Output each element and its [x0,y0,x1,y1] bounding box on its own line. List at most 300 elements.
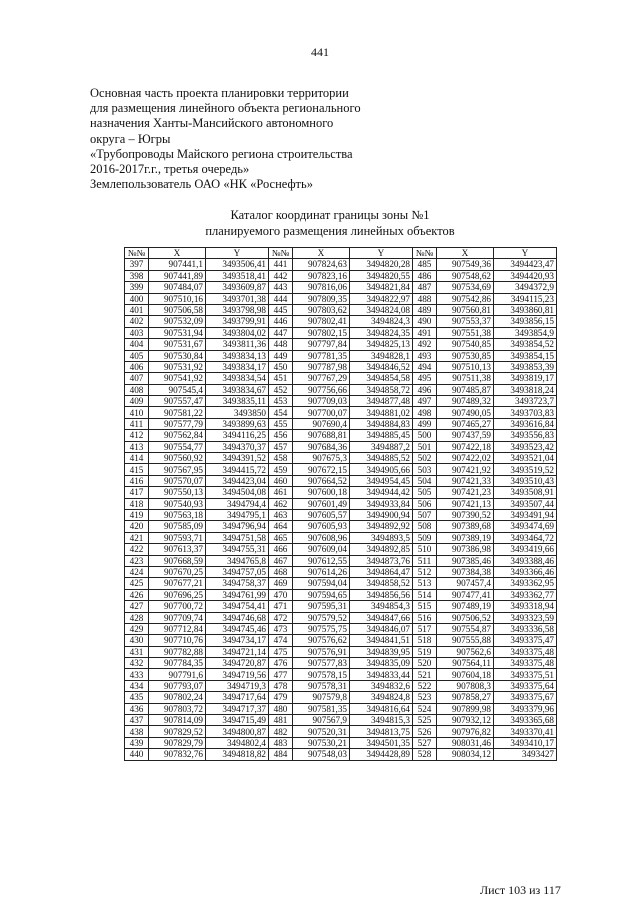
point-number-cell: 509 [413,532,437,543]
y-coordinate-cell: 3493856,15 [494,316,557,327]
y-coordinate-cell: 3494933,84 [350,498,413,509]
x-coordinate-cell: 907540,93 [149,498,206,509]
x-coordinate-cell: 907581,22 [149,407,206,418]
point-number-cell: 446 [269,316,293,327]
x-coordinate-cell: 907793,07 [149,680,206,691]
x-coordinate-cell: 907784,35 [149,658,206,669]
point-number-cell: 464 [269,521,293,532]
point-number-cell: 438 [125,726,149,737]
x-coordinate-cell: 907531,94 [149,327,206,338]
y-coordinate-cell: 3494846,52 [350,361,413,372]
table-row [125,282,557,293]
table-row [125,703,557,714]
point-number-cell: 520 [413,658,437,669]
x-coordinate-cell: 907824,63 [293,259,350,270]
y-coordinate-cell: 3493370,41 [494,726,557,737]
x-coordinate-cell: 907797,84 [293,339,350,350]
table-row [125,384,557,395]
y-coordinate-cell: 3493375,47 [494,635,557,646]
y-coordinate-cell: 3494887,2 [350,441,413,452]
y-coordinate-cell: 3494751,58 [206,532,269,543]
x-coordinate-cell: 907489,32 [437,396,494,407]
point-number-cell: 450 [269,361,293,372]
x-coordinate-cell: 907594,65 [293,589,350,600]
table-row [125,327,557,338]
point-number-cell: 436 [125,703,149,714]
y-coordinate-cell: 3494854,58 [350,373,413,384]
x-coordinate-cell: 907489,19 [437,601,494,612]
point-number-cell: 488 [413,293,437,304]
x-coordinate-cell: 907564,11 [437,658,494,669]
x-coordinate-cell: 907577,79 [149,418,206,429]
x-coordinate-cell: 907585,09 [149,521,206,532]
y-coordinate-cell: 3493556,83 [494,430,557,441]
point-number-cell: 496 [413,384,437,395]
y-coordinate-cell: 3494822,97 [350,293,413,304]
point-number-cell: 421 [125,532,149,543]
x-coordinate-cell: 907803,62 [293,304,350,315]
x-coordinate-cell: 907670,25 [149,566,206,577]
x-coordinate-cell: 907562,84 [149,430,206,441]
y-coordinate-cell: 3493723,7 [494,396,557,407]
x-coordinate-cell: 907534,69 [437,282,494,293]
y-coordinate-cell: 3493835,11 [206,396,269,407]
x-coordinate-cell: 907554,77 [149,441,206,452]
x-coordinate-cell: 907557,47 [149,396,206,407]
x-coordinate-cell: 907384,38 [437,566,494,577]
y-coordinate-cell: 3494900,94 [350,509,413,520]
x-coordinate-cell: 907595,31 [293,601,350,612]
y-coordinate-cell: 3493427 [494,749,557,760]
x-coordinate-cell: 907829,52 [149,726,206,737]
point-number-cell: 481 [269,715,293,726]
y-coordinate-cell: 3494884,83 [350,418,413,429]
point-number-cell: 458 [269,453,293,464]
point-number-cell: 528 [413,749,437,760]
y-coordinate-cell: 3494825,13 [350,339,413,350]
x-coordinate-cell: 907593,71 [149,532,206,543]
y-coordinate-cell: 3493464,72 [494,532,557,543]
point-number-cell: 431 [125,646,149,657]
table-row [125,589,557,600]
point-number-cell: 493 [413,350,437,361]
x-coordinate-cell: 908031,46 [437,737,494,748]
column-header-y: Y [206,248,269,259]
point-number-cell: 433 [125,669,149,680]
x-coordinate-cell: 907803,72 [149,703,206,714]
point-number-cell: 477 [269,669,293,680]
x-coordinate-cell: 907540,85 [437,339,494,350]
x-coordinate-cell: 907421,23 [437,487,494,498]
point-number-cell: 410 [125,407,149,418]
point-number-cell: 398 [125,270,149,281]
x-coordinate-cell: 907549,36 [437,259,494,270]
point-number-cell: 472 [269,612,293,623]
point-number-cell: 406 [125,361,149,372]
x-coordinate-cell: 907563,18 [149,509,206,520]
x-coordinate-cell: 907532,09 [149,316,206,327]
x-coordinate-cell: 907531,92 [149,361,206,372]
point-number-cell: 441 [269,259,293,270]
point-number-cell: 400 [125,293,149,304]
y-coordinate-cell: 3494717,37 [206,703,269,714]
y-coordinate-cell: 3494719,56 [206,669,269,680]
x-coordinate-cell: 907421,13 [437,498,494,509]
x-coordinate-cell: 907577,83 [293,658,350,669]
point-number-cell: 476 [269,658,293,669]
table-row [125,453,557,464]
coordinates-table [124,247,557,761]
y-coordinate-cell: 3493818,24 [494,384,557,395]
point-number-cell: 510 [413,544,437,555]
point-number-cell: 448 [269,339,293,350]
x-coordinate-cell: 907808,3 [437,680,494,691]
x-coordinate-cell: 907576,91 [293,646,350,657]
point-number-cell: 517 [413,623,437,634]
point-number-cell: 418 [125,498,149,509]
y-coordinate-cell: 3494802,4 [206,737,269,748]
point-number-cell: 443 [269,282,293,293]
y-coordinate-cell: 3494885,52 [350,453,413,464]
x-coordinate-cell: 907578,31 [293,680,350,691]
y-coordinate-cell: 3494734,17 [206,635,269,646]
x-coordinate-cell: 907506,52 [437,612,494,623]
x-coordinate-cell: 907688,81 [293,430,350,441]
x-coordinate-cell: 907545,4 [149,384,206,395]
y-coordinate-cell: 3493491,94 [494,509,557,520]
x-coordinate-cell: 907485,87 [437,384,494,395]
table-row [125,578,557,589]
table-row [125,361,557,372]
point-number-cell: 420 [125,521,149,532]
table-row [125,544,557,555]
x-coordinate-cell: 907506,58 [149,304,206,315]
x-coordinate-cell: 907576,62 [293,635,350,646]
table-row [125,635,557,646]
table-row [125,726,557,737]
y-coordinate-cell: 3494720,87 [206,658,269,669]
point-number-cell: 457 [269,441,293,452]
point-number-cell: 495 [413,373,437,384]
header-line: 2016-2017г.г., третья очередь» [90,162,250,177]
x-coordinate-cell: 907672,15 [293,464,350,475]
y-coordinate-cell: 3494893,5 [350,532,413,543]
table-row [125,475,557,486]
y-coordinate-cell: 3494761,99 [206,589,269,600]
column-header-x: X [293,248,350,259]
y-coordinate-cell: 3494833,44 [350,669,413,680]
point-number-cell: 445 [269,304,293,315]
y-coordinate-cell: 3494944,42 [350,487,413,498]
x-coordinate-cell: 907421,33 [437,475,494,486]
y-coordinate-cell: 3493811,36 [206,339,269,350]
y-coordinate-cell: 3493819,17 [494,373,557,384]
y-coordinate-cell: 3493854,9 [494,327,557,338]
table-row [125,658,557,669]
point-number-cell: 469 [269,578,293,589]
y-coordinate-cell: 3493609,87 [206,282,269,293]
x-coordinate-cell: 907802,15 [293,327,350,338]
header-line: Землепользователь ОАО «НК «Роснефть» [90,177,313,192]
column-header-y: Y [350,248,413,259]
x-coordinate-cell: 907389,19 [437,532,494,543]
point-number-cell: 442 [269,270,293,281]
x-coordinate-cell: 907802,41 [293,316,350,327]
y-coordinate-cell: 3494847,66 [350,612,413,623]
point-number-cell: 430 [125,635,149,646]
x-coordinate-cell: 907530,21 [293,737,350,748]
point-number-cell: 454 [269,407,293,418]
point-number-cell: 462 [269,498,293,509]
point-number-cell: 455 [269,418,293,429]
y-coordinate-cell: 3494815,3 [350,715,413,726]
x-coordinate-cell: 907457,4 [437,578,494,589]
x-coordinate-cell: 907579,52 [293,612,350,623]
y-coordinate-cell: 3493860,81 [494,304,557,315]
x-coordinate-cell: 907530,84 [149,350,206,361]
y-coordinate-cell: 3493804,02 [206,327,269,338]
point-number-cell: 492 [413,339,437,350]
y-coordinate-cell: 3494824,8 [350,692,413,703]
point-number-cell: 490 [413,316,437,327]
table-row [125,555,557,566]
point-number-cell: 518 [413,635,437,646]
y-coordinate-cell: 3493508,91 [494,487,557,498]
x-coordinate-cell: 907781,35 [293,350,350,361]
point-number-cell: 513 [413,578,437,589]
x-coordinate-cell: 907437,59 [437,430,494,441]
y-coordinate-cell: 3494892,85 [350,544,413,555]
y-coordinate-cell: 3493510,43 [494,475,557,486]
x-coordinate-cell: 907709,74 [149,612,206,623]
x-coordinate-cell: 907567,9 [293,715,350,726]
point-number-cell: 419 [125,509,149,520]
y-coordinate-cell: 3494854,3 [350,601,413,612]
y-coordinate-cell: 3494428,89 [350,749,413,760]
y-coordinate-cell: 3494816,64 [350,703,413,714]
point-number-cell: 500 [413,430,437,441]
point-number-cell: 463 [269,509,293,520]
y-coordinate-cell: 3494856,56 [350,589,413,600]
point-number-cell: 399 [125,282,149,293]
x-coordinate-cell: 907562,6 [437,646,494,657]
y-coordinate-cell: 3493850 [206,407,269,418]
y-coordinate-cell: 3493375,48 [494,646,557,657]
point-number-cell: 461 [269,487,293,498]
y-coordinate-cell: 3493518,41 [206,270,269,281]
point-number-cell: 415 [125,464,149,475]
point-number-cell: 424 [125,566,149,577]
point-number-cell: 451 [269,373,293,384]
table-row [125,498,557,509]
x-coordinate-cell: 907756,66 [293,384,350,395]
y-coordinate-cell: 3493323,59 [494,612,557,623]
point-number-cell: 501 [413,441,437,452]
point-number-cell: 522 [413,680,437,691]
x-coordinate-cell: 907560,81 [437,304,494,315]
point-number-cell: 487 [413,282,437,293]
x-coordinate-cell: 907823,16 [293,270,350,281]
y-coordinate-cell: 3494818,82 [206,749,269,760]
y-coordinate-cell: 3493375,67 [494,692,557,703]
y-coordinate-cell: 3493318,94 [494,601,557,612]
point-number-cell: 435 [125,692,149,703]
point-number-cell: 468 [269,566,293,577]
point-number-cell: 403 [125,327,149,338]
column-header-number: №№ [413,248,437,259]
point-number-cell: 409 [125,396,149,407]
y-coordinate-cell: 3494415,72 [206,464,269,475]
y-coordinate-cell: 3494881,02 [350,407,413,418]
point-number-cell: 508 [413,521,437,532]
y-coordinate-cell: 3493410,17 [494,737,557,748]
point-number-cell: 417 [125,487,149,498]
y-coordinate-cell: 3493419,66 [494,544,557,555]
x-coordinate-cell: 907484,07 [149,282,206,293]
point-number-cell: 408 [125,384,149,395]
y-coordinate-cell: 3493365,68 [494,715,557,726]
y-coordinate-cell: 3494824,08 [350,304,413,315]
table-row [125,464,557,475]
x-coordinate-cell: 907575,75 [293,623,350,634]
point-number-cell: 519 [413,646,437,657]
point-number-cell: 440 [125,749,149,760]
x-coordinate-cell: 907605,93 [293,521,350,532]
point-number-cell: 474 [269,635,293,646]
sheet-footer: Лист 103 из 117 [480,883,561,897]
point-number-cell: 437 [125,715,149,726]
y-coordinate-cell: 3494423,47 [494,259,557,270]
x-coordinate-cell: 907441,1 [149,259,206,270]
x-coordinate-cell: 907609,04 [293,544,350,555]
x-coordinate-cell: 907976,82 [437,726,494,737]
point-number-cell: 426 [125,589,149,600]
point-number-cell: 449 [269,350,293,361]
x-coordinate-cell: 907531,67 [149,339,206,350]
x-coordinate-cell: 907511,38 [437,373,494,384]
y-coordinate-cell: 3494370,37 [206,441,269,452]
table-row [125,680,557,691]
x-coordinate-cell: 907605,57 [293,509,350,520]
point-number-cell: 444 [269,293,293,304]
point-number-cell: 434 [125,680,149,691]
point-number-cell: 413 [125,441,149,452]
y-coordinate-cell: 3494719,3 [206,680,269,691]
table-row [125,692,557,703]
y-coordinate-cell: 3494820,55 [350,270,413,281]
x-coordinate-cell: 907814,09 [149,715,206,726]
x-coordinate-cell: 907858,27 [437,692,494,703]
x-coordinate-cell: 907490,05 [437,407,494,418]
point-number-cell: 499 [413,418,437,429]
y-coordinate-cell: 3493336,58 [494,623,557,634]
x-coordinate-cell: 907612,55 [293,555,350,566]
y-coordinate-cell: 3493362,77 [494,589,557,600]
y-coordinate-cell: 3493521,04 [494,453,557,464]
y-coordinate-cell: 3493379,96 [494,703,557,714]
table-row [125,737,557,748]
column-header-number: №№ [269,248,293,259]
x-coordinate-cell: 907567,95 [149,464,206,475]
point-number-cell: 484 [269,749,293,760]
y-coordinate-cell: 3494758,37 [206,578,269,589]
y-coordinate-cell: 3494501,35 [350,737,413,748]
x-coordinate-cell: 907554,87 [437,623,494,634]
point-number-cell: 411 [125,418,149,429]
x-coordinate-cell: 907809,35 [293,293,350,304]
point-number-cell: 465 [269,532,293,543]
x-coordinate-cell: 907520,31 [293,726,350,737]
table-row [125,373,557,384]
point-number-cell: 498 [413,407,437,418]
x-coordinate-cell: 907553,37 [437,316,494,327]
y-coordinate-cell: 3493834,67 [206,384,269,395]
x-coordinate-cell: 907684,36 [293,441,350,452]
y-coordinate-cell: 3494116,25 [206,430,269,441]
x-coordinate-cell: 908034,12 [437,749,494,760]
x-coordinate-cell: 907389,68 [437,521,494,532]
y-coordinate-cell: 3493506,41 [206,259,269,270]
y-coordinate-cell: 3493375,51 [494,669,557,680]
x-coordinate-cell: 907613,37 [149,544,206,555]
y-coordinate-cell: 3493834,13 [206,350,269,361]
point-number-cell: 512 [413,566,437,577]
table-row [125,715,557,726]
point-number-cell: 486 [413,270,437,281]
point-number-cell: 466 [269,544,293,555]
point-number-cell: 416 [125,475,149,486]
table-row [125,407,557,418]
y-coordinate-cell: 3493701,38 [206,293,269,304]
y-coordinate-cell: 3493366,46 [494,566,557,577]
y-coordinate-cell: 3494717,64 [206,692,269,703]
y-coordinate-cell: 3493375,64 [494,680,557,691]
y-coordinate-cell: 3494954,45 [350,475,413,486]
x-coordinate-cell: 907581,35 [293,703,350,714]
y-coordinate-cell: 3494746,68 [206,612,269,623]
point-number-cell: 485 [413,259,437,270]
point-number-cell: 428 [125,612,149,623]
y-coordinate-cell: 3493388,46 [494,555,557,566]
y-coordinate-cell: 3494423,04 [206,475,269,486]
y-coordinate-cell: 3493798,98 [206,304,269,315]
point-number-cell: 459 [269,464,293,475]
point-number-cell: 470 [269,589,293,600]
point-number-cell: 524 [413,703,437,714]
y-coordinate-cell: 3493899,63 [206,418,269,429]
y-coordinate-cell: 3494858,52 [350,578,413,589]
catalog-title-line: планируемого размещения линейных объектов [205,224,455,238]
table-row [125,532,557,543]
catalog-title-line: Каталог координат границы зоны №1 [230,208,430,222]
y-coordinate-cell: 3494420,93 [494,270,557,281]
point-number-cell: 402 [125,316,149,327]
y-coordinate-cell: 3494504,08 [206,487,269,498]
catalog-title [120,207,540,239]
table-row [125,509,557,520]
point-number-cell: 497 [413,396,437,407]
point-number-cell: 401 [125,304,149,315]
x-coordinate-cell: 907677,21 [149,578,206,589]
header-line: для размещения линейного объекта регионального [90,101,361,116]
table-row [125,601,557,612]
x-coordinate-cell: 907675,3 [293,453,350,464]
x-coordinate-cell: 907422,18 [437,441,494,452]
y-coordinate-cell: 3494841,51 [350,635,413,646]
point-number-cell: 482 [269,726,293,737]
y-coordinate-cell: 3494755,31 [206,544,269,555]
x-coordinate-cell: 907386,98 [437,544,494,555]
